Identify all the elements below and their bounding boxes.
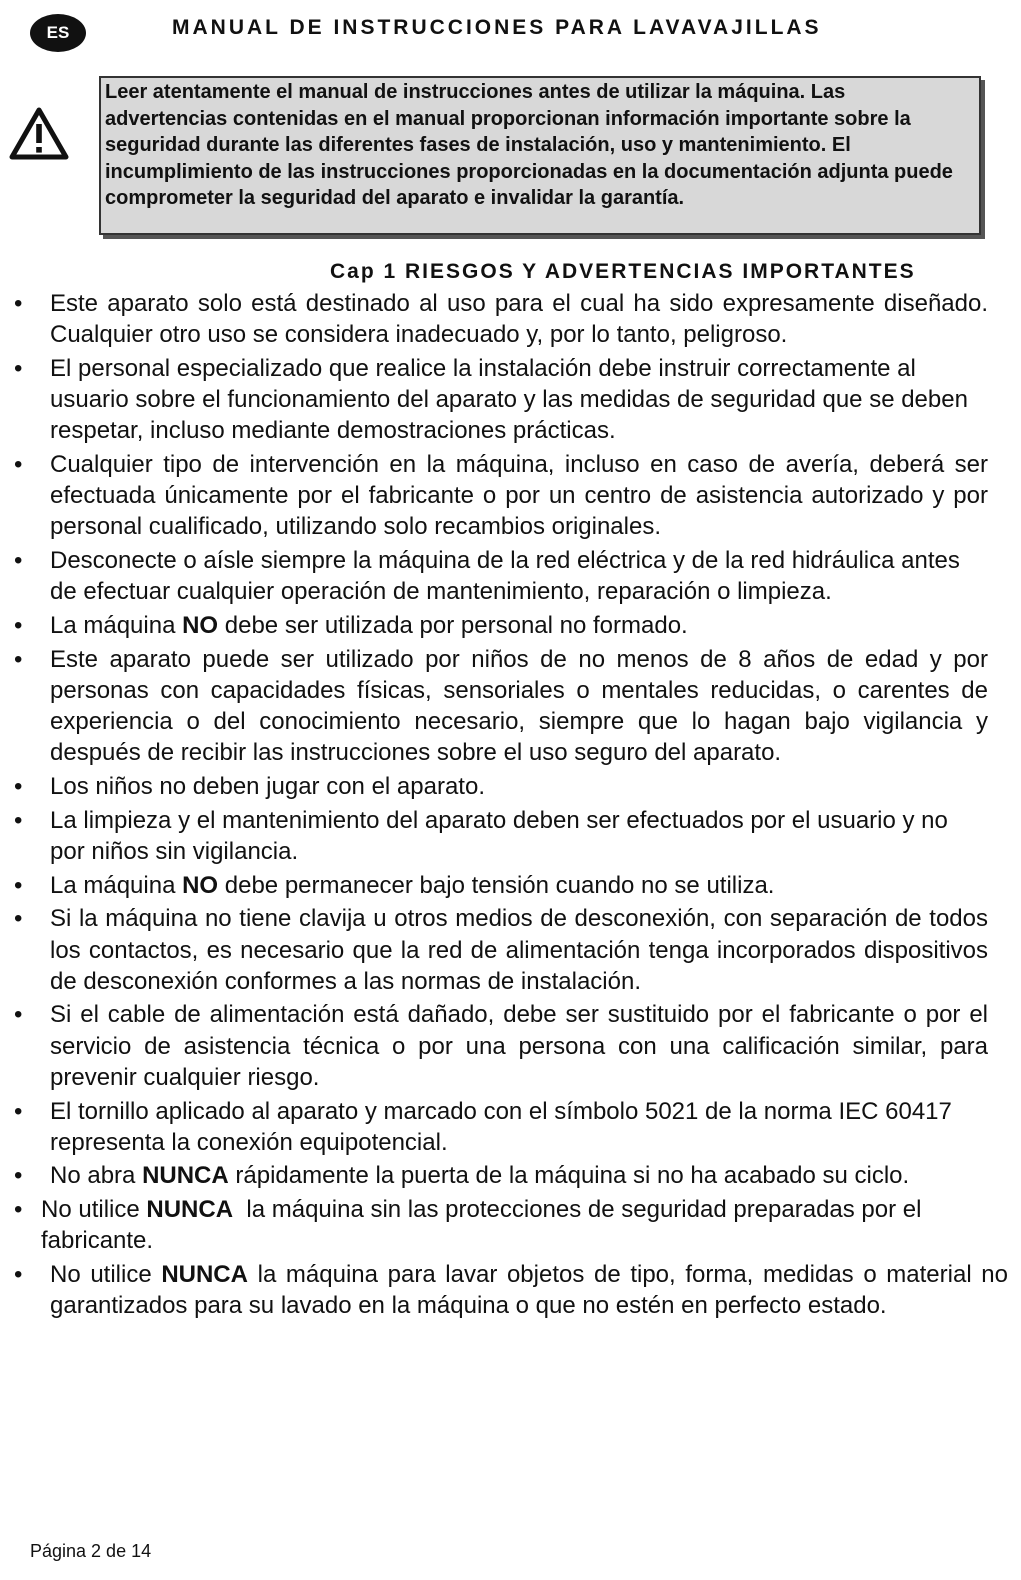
page-number: Página 2 de 14: [30, 1541, 152, 1561]
bullet-icon: •: [14, 451, 23, 479]
list-item: • La máquina NO debe permanecer bajo tensión cuando no se utiliza.: [0, 870, 988, 901]
list-item: • La máquina NO debe ser utilizada por personal no formado.: [0, 610, 988, 641]
bullet-icon: •: [14, 806, 23, 834]
bullet-icon: •: [14, 354, 23, 382]
list-item: • El tornillo aplicado al aparato y marcado con el símbolo 5021 de la norma IEC 60417 representa la conexión equipotencial.: [14, 1097, 952, 1156]
list-item: • La limpieza y el mantenimiento del aparato deben ser efectuados por el usuario y no por niños sin vigilancia.: [14, 806, 948, 865]
bullet-icon: •: [14, 905, 23, 933]
bullet-icon: •: [14, 612, 23, 640]
bullet-icon: •: [14, 547, 23, 575]
list-item: • Este aparato puede ser utilizado por niños de no menos de 8 años de edad y por personas con capacidades físicas, sensoriales o mentales reducidas, o carentes de experiencia o del conocimiento necesario, siempre que lo hagan bajo vigilancia y después de recibir las instrucciones sobre el uso seguro del aparato.: [14, 645, 988, 767]
safety-warnings-list: [0, 288, 1008, 1324]
list-item: • El personal especializado que realice la instalación debe instruir correctamente al usuario sobre el funcionamiento del aparato y las medidas de seguridad que se deben respetar, incluso mediante demostraciones prácticas.: [14, 354, 968, 445]
manual-title: MANUAL DE INSTRUCCIONES PARA LAVAVAJILLAS: [172, 16, 822, 39]
language-badge: ES: [30, 14, 86, 52]
bullet-icon: •: [14, 1097, 23, 1125]
list-item: • No utilice NUNCA la máquina para lavar objetos de tipo, forma, medidas o material no garantizados para su lavado en la máquina o que no estén en perfecto estado.: [14, 1261, 1008, 1320]
warning-triangle-icon: [8, 106, 70, 162]
chapter-title: Cap 1 RIESGOS Y ADVERTENCIAS IMPORTANTES: [330, 260, 916, 283]
list-item: • Este aparato solo está destinado al uso para el cual ha sido expresamente diseñado. Cualquier otro uso se considera inadecuado y, por lo tanto, peligroso.: [14, 290, 988, 349]
list-item: • Desconecte o aísle siempre la máquina de la red eléctrica y de la red hidráulica antes de efectuar cualquier operación de mantenimiento, reparación o limpieza.: [14, 547, 960, 606]
bullet-icon: •: [14, 1261, 23, 1289]
bullet-icon: •: [14, 871, 23, 899]
list-item: • No abra NUNCA rápidamente la puerta de la máquina si no ha acabado su ciclo.: [0, 1160, 988, 1191]
list-item: • Si el cable de alimentación está dañado, debe ser sustituido por el fabricante o por el servicio de asistencia técnica o por una persona con una calificación similar, para prevenir cualquier riesgo.: [14, 1001, 988, 1091]
list-item: • Cualquier tipo de intervención en la máquina, incluso en caso de avería, deberá ser efectuada únicamente por el fabricante o por un centro de asistencia autorizado y por personal cualificado, utilizando solo recambios originales.: [14, 451, 988, 541]
bullet-icon: •: [14, 290, 23, 317]
bullet-icon: •: [14, 773, 23, 801]
list-item: • No utilice NUNCA la máquina sin las protecciones de seguridad preparadas por el fabricante.: [14, 1196, 929, 1255]
bullet-icon: •: [14, 1196, 23, 1224]
bullet-icon: •: [14, 645, 23, 673]
bullet-icon: •: [14, 1162, 23, 1190]
bullet-icon: •: [14, 1001, 23, 1029]
list-item: • Si la máquina no tiene clavija u otros medios de desconexión, con separación de todos los contactos, es necesario que la red de alimentación tenga incorporados dispositivos de desconexión conformes a las normas de instalación.: [14, 905, 988, 995]
list-item: • Los niños no deben jugar con el aparato.: [0, 771, 988, 802]
warning-notice: Leer atentamente el manual de instrucciones antes de utilizar la máquina. Las advertencias contenidas en el manual proporcionan información importante sobre la seguridad durante las diferentes fases de instalación, uso y mantenimiento. El incumplimiento de las instrucciones proporcionadas en la documentación adjunta puede comprometer la seguridad del aparato e invalidar la garantía.: [99, 76, 981, 235]
